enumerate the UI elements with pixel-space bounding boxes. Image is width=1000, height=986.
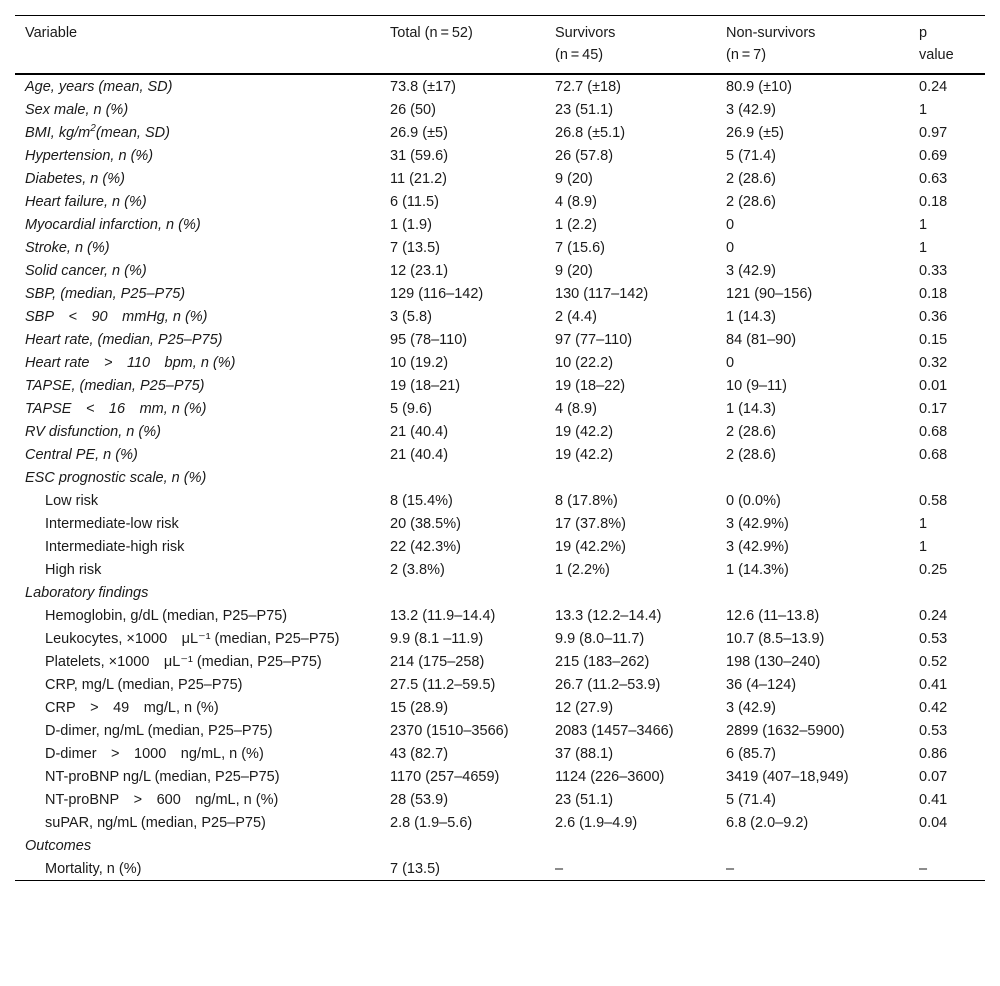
cell-survivors	[545, 466, 716, 489]
cell-non-survivors: 121 (90–156)	[726, 286, 813, 302]
cell-non-survivors: 6.8 (2.0–9.2)	[726, 815, 809, 831]
cell-non-survivors: 2899 (1632–5900)	[726, 723, 845, 739]
cell-non-survivors: 0 (0.0%)	[726, 493, 781, 509]
cell-total: 19 (18–21)	[390, 378, 461, 394]
table-container	[15, 15, 985, 881]
cell-total: 129 (116–142)	[390, 286, 484, 302]
cell-survivors: –	[555, 861, 564, 877]
cell-non-survivors: –	[726, 861, 735, 877]
variable-label: Intermediate-high risk	[45, 539, 185, 555]
cell-total: 95 (78–110)	[390, 332, 468, 348]
cell-non-survivors	[716, 834, 909, 857]
cell-survivors	[545, 581, 716, 604]
cell-p-value: 0.24	[919, 79, 948, 95]
cell-p-value: 0.41	[919, 792, 948, 808]
cell-total: 5 (9.6)	[390, 401, 432, 417]
cell-p-value: 0.97	[919, 125, 948, 141]
variable-label: SBP, (median, P25–P75)	[25, 286, 186, 302]
table-row	[15, 466, 985, 489]
variable-label: Heart rate > 110 bpm, n (%)	[25, 355, 236, 371]
table-row	[15, 144, 985, 167]
variable-label: Central PE, n (%)	[25, 447, 138, 463]
cell-survivors: 26.7 (11.2–53.9)	[555, 677, 661, 693]
cell-p-value: 0.52	[919, 654, 948, 670]
cell-total: 26.9 (±5)	[390, 125, 448, 141]
cell-p-value	[909, 581, 985, 604]
table-row	[15, 627, 985, 650]
cell-non-survivors: 3 (42.9)	[726, 263, 776, 279]
cell-non-survivors: 0	[726, 217, 735, 233]
cell-total: 31 (59.6)	[390, 148, 449, 164]
cell-survivors: 23 (51.1)	[555, 792, 614, 808]
cell-survivors: 13.3 (12.2–14.4)	[555, 608, 662, 624]
cell-non-survivors: 1 (14.3)	[726, 401, 776, 417]
cell-p-value: 0.36	[919, 309, 948, 325]
cell-p-value: 0.15	[919, 332, 948, 348]
header-variable: Variable	[25, 25, 78, 41]
cell-total: 7 (13.5)	[390, 861, 440, 877]
cell-non-survivors: 80.9 (±10)	[726, 79, 792, 95]
cell-survivors: 19 (42.2)	[555, 447, 614, 463]
cell-survivors: 19 (42.2)	[555, 424, 614, 440]
cell-survivors: 23 (51.1)	[555, 102, 614, 118]
table-row	[15, 259, 985, 282]
section-label: Laboratory findings	[25, 585, 149, 601]
cell-p-value: 0.18	[919, 194, 948, 210]
cell-survivors: 7 (15.6)	[555, 240, 605, 256]
table-row	[15, 765, 985, 788]
cell-total: 43 (82.7)	[390, 746, 449, 762]
cell-survivors: 97 (77–110)	[555, 332, 633, 348]
table-row	[15, 581, 985, 604]
table-row	[15, 351, 985, 374]
variable-label: Sex male, n (%)	[25, 102, 129, 118]
variable-label: Platelets, ×1000 μL⁻¹ (median, P25–P75)	[45, 654, 322, 670]
cell-total: 21 (40.4)	[390, 447, 449, 463]
cell-total	[380, 466, 545, 489]
variable-label: RV disfunction, n (%)	[25, 424, 161, 440]
table-row	[15, 719, 985, 742]
table-row	[15, 213, 985, 236]
cell-survivors: 9.9 (8.0–11.7)	[555, 631, 645, 647]
cell-p-value: 1	[919, 539, 928, 555]
variable-label: NT-proBNP > 600 ng/mL, n (%)	[45, 792, 279, 808]
cell-non-survivors	[716, 581, 909, 604]
cell-p-value: 1	[919, 516, 928, 532]
table-row	[15, 98, 985, 121]
cell-total: 15 (28.9)	[390, 700, 449, 716]
cell-non-survivors: 3 (42.9%)	[726, 539, 789, 555]
table-header	[15, 16, 985, 75]
cell-survivors: 19 (18–22)	[555, 378, 626, 394]
table-row	[15, 673, 985, 696]
cell-total: 3 (5.8)	[390, 309, 432, 325]
table-row	[15, 558, 985, 581]
table-row	[15, 305, 985, 328]
cell-total: 2 (3.8%)	[390, 562, 445, 578]
cell-survivors: 12 (27.9)	[555, 700, 614, 716]
cell-total: 20 (38.5%)	[390, 516, 461, 532]
cell-p-value: 0.68	[919, 424, 948, 440]
cell-total: 21 (40.4)	[390, 424, 449, 440]
cell-p-value: 0.33	[919, 263, 948, 279]
table-row	[15, 236, 985, 259]
table-row	[15, 190, 985, 213]
header-non-survivors: Non-survivors (n = 7)	[726, 25, 816, 63]
variable-label: Myocardial infarction, n (%)	[25, 217, 201, 233]
variable-label: Heart rate, (median, P25–P75)	[25, 332, 223, 348]
table-row	[15, 121, 985, 144]
cell-total: 214 (175–258)	[390, 654, 485, 670]
cell-non-survivors: 3 (42.9)	[726, 102, 776, 118]
table-row	[15, 535, 985, 558]
cell-p-value: 0.41	[919, 677, 948, 693]
variable-label: Mortality, n (%)	[45, 861, 142, 877]
cell-survivors: 19 (42.2%)	[555, 539, 626, 555]
cell-non-survivors: 5 (71.4)	[726, 148, 776, 164]
cell-survivors: 17 (37.8%)	[555, 516, 626, 532]
cell-p-value: 0.53	[919, 631, 948, 647]
cell-total: 26 (50)	[390, 102, 436, 118]
cell-survivors: 26 (57.8)	[555, 148, 614, 164]
table-row	[15, 696, 985, 719]
cell-p-value: 1	[919, 217, 928, 233]
variable-label: NT-proBNP ng/L (median, P25–P75)	[45, 769, 280, 785]
cell-total: 12 (23.1)	[390, 263, 449, 279]
table-row	[15, 443, 985, 466]
variable-label: Hypertension, n (%)	[25, 148, 154, 164]
cell-p-value: 0.25	[919, 562, 948, 578]
cell-total: 8 (15.4%)	[390, 493, 453, 509]
cell-p-value: 0.18	[919, 286, 948, 302]
cell-survivors: 2083 (1457–3466)	[555, 723, 674, 739]
cell-total: 2.8 (1.9–5.6)	[390, 815, 473, 831]
cell-non-survivors	[716, 466, 909, 489]
cell-non-survivors: 2 (28.6)	[726, 447, 776, 463]
cell-survivors: 1 (2.2)	[555, 217, 597, 233]
cell-non-survivors: 1 (14.3)	[726, 309, 776, 325]
cell-p-value: 0.53	[919, 723, 948, 739]
cell-non-survivors: 12.6 (11–13.8)	[726, 608, 820, 624]
cell-total: 13.2 (11.9–14.4)	[390, 608, 496, 624]
variable-label: CRP, mg/L (median, P25–P75)	[45, 677, 243, 693]
cell-total: 22 (42.3%)	[390, 539, 461, 555]
cell-p-value: 0.24	[919, 608, 948, 624]
cell-non-survivors: 2 (28.6)	[726, 194, 776, 210]
table-row	[15, 650, 985, 673]
cell-survivors: 9 (20)	[555, 171, 593, 187]
table-row	[15, 489, 985, 512]
cell-p-value: 0.17	[919, 401, 948, 417]
table-row	[15, 397, 985, 420]
cell-total: 10 (19.2)	[390, 355, 449, 371]
variable-label: Heart failure, n (%)	[25, 194, 147, 210]
cell-non-survivors: 2 (28.6)	[726, 171, 776, 187]
cell-total	[380, 834, 545, 857]
table-row	[15, 811, 985, 834]
cell-non-survivors: 198 (130–240)	[726, 654, 821, 670]
cell-non-survivors: 36 (4–124)	[726, 677, 797, 693]
patient-characteristics-table	[15, 15, 985, 881]
cell-non-survivors: 3 (42.9)	[726, 700, 776, 716]
table-row	[15, 167, 985, 190]
table-body	[15, 74, 985, 881]
cell-total: 1 (1.9)	[390, 217, 432, 233]
cell-p-value: 1	[919, 240, 928, 256]
cell-p-value: 1	[919, 102, 928, 118]
table-row	[15, 512, 985, 535]
cell-p-value: –	[919, 861, 928, 877]
cell-non-survivors: 1 (14.3%)	[726, 562, 789, 578]
variable-label: High risk	[45, 562, 102, 578]
header-total: Total (n = 52)	[390, 25, 473, 41]
variable-label: Low risk	[45, 493, 99, 509]
cell-non-survivors: 10 (9–11)	[726, 378, 787, 394]
cell-p-value	[909, 834, 985, 857]
cell-p-value: 0.01	[919, 378, 948, 394]
cell-total: 73.8 (±17)	[390, 79, 456, 95]
cell-p-value: 0.86	[919, 746, 948, 762]
cell-p-value: 0.68	[919, 447, 948, 463]
variable-label: D-dimer, ng/mL (median, P25–P75)	[45, 723, 273, 739]
cell-survivors	[545, 834, 716, 857]
table-row	[15, 604, 985, 627]
table-row	[15, 857, 985, 881]
cell-survivors: 37 (88.1)	[555, 746, 614, 762]
cell-survivors: 1124 (226–3600)	[555, 769, 665, 785]
table-row	[15, 742, 985, 765]
variable-label: Intermediate-low risk	[45, 516, 179, 532]
cell-non-survivors: 84 (81–90)	[726, 332, 797, 348]
cell-p-value: 0.32	[919, 355, 948, 371]
header-p-value: p value	[919, 25, 954, 63]
cell-total: 7 (13.5)	[390, 240, 440, 256]
variable-label: D-dimer > 1000 ng/mL, n (%)	[45, 746, 264, 762]
cell-p-value: 0.69	[919, 148, 948, 164]
cell-survivors: 9 (20)	[555, 263, 593, 279]
table-row	[15, 834, 985, 857]
variable-label: TAPSE, (median, P25–P75)	[25, 378, 205, 394]
cell-survivors: 1 (2.2%)	[555, 562, 610, 578]
cell-survivors: 8 (17.8%)	[555, 493, 618, 509]
cell-total: 6 (11.5)	[390, 194, 439, 210]
variable-label: suPAR, ng/mL (median, P25–P75)	[45, 815, 266, 831]
variable-label: Leukocytes, ×1000 μL⁻¹ (median, P25–P75)	[45, 631, 340, 647]
cell-survivors: 130 (117–142)	[555, 286, 649, 302]
cell-non-survivors: 3 (42.9%)	[726, 516, 789, 532]
section-label: ESC prognostic scale, n (%)	[25, 470, 207, 486]
cell-survivors: 10 (22.2)	[555, 355, 614, 371]
cell-total: 27.5 (11.2–59.5)	[390, 677, 496, 693]
variable-label: Age, years (mean, SD)	[25, 79, 173, 95]
table-row	[15, 374, 985, 397]
cell-p-value: 0.63	[919, 171, 948, 187]
cell-survivors: 4 (8.9)	[555, 194, 597, 210]
variable-label: Hemoglobin, g/dL (median, P25–P75)	[45, 608, 288, 624]
variable-label: SBP < 90 mmHg, n (%)	[25, 309, 208, 325]
cell-p-value: 0.58	[919, 493, 948, 509]
cell-total: 9.9 (8.1 –11.9)	[390, 631, 484, 647]
cell-non-survivors: 2 (28.6)	[726, 424, 776, 440]
variable-label: BMI, $kg/m^2(mean$, SD)	[25, 123, 170, 141]
cell-p-value: 0.07	[919, 769, 948, 785]
table-row	[15, 328, 985, 351]
cell-total: 28 (53.9)	[390, 792, 449, 808]
cell-non-survivors: 6 (85.7)	[726, 746, 776, 762]
variable-label: CRP > 49 mg/L, n (%)	[45, 700, 219, 716]
cell-non-survivors: 3419 (407–18,949)	[726, 769, 849, 785]
variable-label: Solid cancer, n (%)	[25, 263, 147, 279]
table-row	[15, 788, 985, 811]
cell-total: 2370 (1510–3566)	[390, 723, 509, 739]
cell-survivors: 72.7 (±18)	[555, 79, 621, 95]
cell-total: 11 (21.2)	[390, 171, 447, 187]
cell-non-survivors: 5 (71.4)	[726, 792, 776, 808]
cell-survivors: 2 (4.4)	[555, 309, 597, 325]
cell-total	[380, 581, 545, 604]
cell-survivors: 2.6 (1.9–4.9)	[555, 815, 638, 831]
cell-survivors: 215 (183–262)	[555, 654, 650, 670]
cell-p-value: 0.42	[919, 700, 948, 716]
variable-label: TAPSE < 16 mm, n (%)	[25, 401, 207, 417]
cell-total: 1170 (257–4659)	[390, 769, 500, 785]
table-row	[15, 282, 985, 305]
header-row	[15, 16, 985, 75]
cell-non-survivors: 10.7 (8.5–13.9)	[726, 631, 825, 647]
cell-survivors: 4 (8.9)	[555, 401, 597, 417]
header-survivors: Survivors (n = 45)	[555, 25, 616, 63]
variable-label: Stroke, n (%)	[25, 240, 110, 256]
cell-non-survivors: 0	[726, 355, 735, 371]
variable-label: Diabetes, n (%)	[25, 171, 125, 187]
cell-p-value: 0.04	[919, 815, 948, 831]
table-row	[15, 74, 985, 98]
cell-p-value	[909, 466, 985, 489]
section-label: Outcomes	[25, 838, 92, 854]
cell-non-survivors: 0	[726, 240, 735, 256]
table-row	[15, 420, 985, 443]
cell-non-survivors: 26.9 (±5)	[726, 125, 784, 141]
cell-survivors: 26.8 (±5.1)	[555, 125, 626, 141]
